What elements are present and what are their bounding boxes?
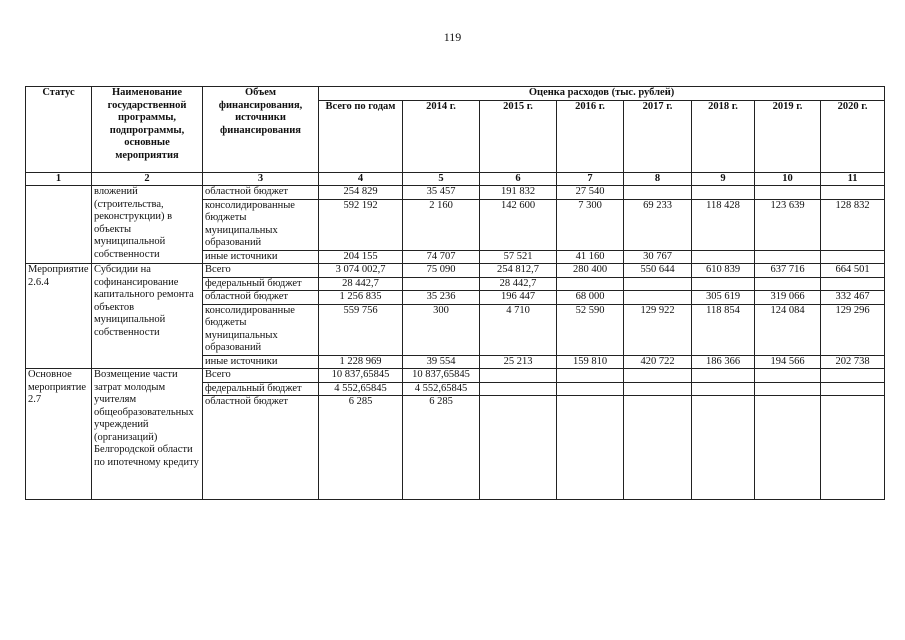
header-year: 2020 г. bbox=[821, 100, 885, 172]
value-cell: 186 366 bbox=[692, 355, 755, 369]
value-cell: 118 854 bbox=[692, 304, 755, 355]
value-cell bbox=[692, 382, 755, 396]
value-cell: 10 837,65845 bbox=[403, 369, 480, 383]
value-cell bbox=[821, 396, 885, 500]
value-cell: 559 756 bbox=[319, 304, 403, 355]
value-cell: 128 832 bbox=[821, 199, 885, 250]
value-cell: 4 552,65845 bbox=[319, 382, 403, 396]
column-number: 4 bbox=[319, 172, 403, 186]
value-cell: 142 600 bbox=[480, 199, 557, 250]
status-cell: Основное мероприятие 2.7 bbox=[26, 369, 92, 500]
value-cell bbox=[692, 369, 755, 383]
header-year: 2019 г. bbox=[755, 100, 821, 172]
value-cell bbox=[624, 291, 692, 305]
value-cell: 194 566 bbox=[755, 355, 821, 369]
program-name-cell: Возмещение части затрат молодым учителям общеобразовательных учреждений (организаций) Белгородской области по ипотечному кредиту bbox=[92, 369, 203, 500]
header-year: 2015 г. bbox=[480, 100, 557, 172]
source-cell: консолидированные бюджеты муниципальных образований bbox=[203, 199, 319, 250]
source-cell: консолидированные бюджеты муниципальных образований bbox=[203, 304, 319, 355]
budget-table bbox=[25, 86, 885, 500]
value-cell bbox=[624, 382, 692, 396]
header-year: 2014 г. bbox=[403, 100, 480, 172]
value-cell: 1 256 835 bbox=[319, 291, 403, 305]
value-cell: 28 442,7 bbox=[319, 277, 403, 291]
program-name-cell: вложений (строительства, реконструкции) в объекты муниципальной собственности bbox=[92, 186, 203, 264]
column-number: 2 bbox=[92, 172, 203, 186]
source-cell: Всего bbox=[203, 264, 319, 278]
value-cell: 550 644 bbox=[624, 264, 692, 278]
program-name-cell: Субсидии на софинансирование капитального ремонта объектов муниципальной собственности bbox=[92, 264, 203, 369]
table-row bbox=[26, 369, 885, 383]
column-number: 7 bbox=[557, 172, 624, 186]
source-cell: областной бюджет bbox=[203, 396, 319, 500]
column-number: 6 bbox=[480, 172, 557, 186]
value-cell: 129 296 bbox=[821, 304, 885, 355]
value-cell: 75 090 bbox=[403, 264, 480, 278]
value-cell: 6 285 bbox=[403, 396, 480, 500]
value-cell bbox=[557, 369, 624, 383]
value-cell bbox=[403, 277, 480, 291]
table-row bbox=[26, 186, 885, 200]
header-year: 2018 г. bbox=[692, 100, 755, 172]
value-cell: 592 192 bbox=[319, 199, 403, 250]
value-cell: 7 300 bbox=[557, 199, 624, 250]
value-cell bbox=[624, 369, 692, 383]
header-row-top bbox=[26, 87, 885, 101]
value-cell: 129 922 bbox=[624, 304, 692, 355]
value-cell bbox=[692, 277, 755, 291]
source-cell: иные источники bbox=[203, 250, 319, 264]
value-cell bbox=[821, 382, 885, 396]
page-number: 119 bbox=[443, 30, 462, 44]
header-status: Статус bbox=[26, 87, 92, 173]
value-cell: 196 447 bbox=[480, 291, 557, 305]
value-cell: 664 501 bbox=[821, 264, 885, 278]
value-cell: 30 767 bbox=[624, 250, 692, 264]
value-cell: 35 236 bbox=[403, 291, 480, 305]
status-cell: Мероприятие 2.6.4 bbox=[26, 264, 92, 369]
column-number: 1 bbox=[26, 172, 92, 186]
column-number: 9 bbox=[692, 172, 755, 186]
column-number: 3 bbox=[203, 172, 319, 186]
value-cell bbox=[557, 382, 624, 396]
value-cell: 4 552,65845 bbox=[403, 382, 480, 396]
column-number: 11 bbox=[821, 172, 885, 186]
source-cell: федеральный бюджет bbox=[203, 382, 319, 396]
value-cell bbox=[821, 250, 885, 264]
value-cell bbox=[624, 396, 692, 500]
value-cell: 254 812,7 bbox=[480, 264, 557, 278]
value-cell: 300 bbox=[403, 304, 480, 355]
value-cell: 159 810 bbox=[557, 355, 624, 369]
header-name: Наименование государственной программы, подпрограммы, основные мероприятия bbox=[92, 87, 203, 173]
source-cell: Всего bbox=[203, 369, 319, 383]
header-year: 2016 г. bbox=[557, 100, 624, 172]
column-number: 5 bbox=[403, 172, 480, 186]
value-cell bbox=[480, 396, 557, 500]
value-cell bbox=[624, 277, 692, 291]
value-cell: 191 832 bbox=[480, 186, 557, 200]
value-cell: 124 084 bbox=[755, 304, 821, 355]
source-cell: иные источники bbox=[203, 355, 319, 369]
value-cell: 202 738 bbox=[821, 355, 885, 369]
value-cell bbox=[821, 186, 885, 200]
value-cell: 420 722 bbox=[624, 355, 692, 369]
value-cell: 4 710 bbox=[480, 304, 557, 355]
source-cell: областной бюджет bbox=[203, 186, 319, 200]
value-cell bbox=[692, 250, 755, 264]
value-cell: 123 639 bbox=[755, 199, 821, 250]
value-cell: 332 467 bbox=[821, 291, 885, 305]
header-year: 2017 г. bbox=[624, 100, 692, 172]
value-cell: 10 837,65845 bbox=[319, 369, 403, 383]
value-cell bbox=[557, 277, 624, 291]
value-cell bbox=[755, 186, 821, 200]
value-cell: 254 829 bbox=[319, 186, 403, 200]
value-cell bbox=[480, 382, 557, 396]
value-cell bbox=[821, 277, 885, 291]
table-row bbox=[26, 264, 885, 278]
value-cell: 305 619 bbox=[692, 291, 755, 305]
value-cell: 28 442,7 bbox=[480, 277, 557, 291]
value-cell: 39 554 bbox=[403, 355, 480, 369]
value-cell: 74 707 bbox=[403, 250, 480, 264]
value-cell: 6 285 bbox=[319, 396, 403, 500]
header-estimate: Оценка расходов (тыс. рублей) bbox=[319, 87, 885, 101]
source-cell: областной бюджет bbox=[203, 291, 319, 305]
value-cell bbox=[692, 396, 755, 500]
value-cell bbox=[624, 186, 692, 200]
value-cell bbox=[755, 277, 821, 291]
value-cell: 52 590 bbox=[557, 304, 624, 355]
column-numbers-row bbox=[26, 172, 885, 186]
value-cell bbox=[821, 369, 885, 383]
status-cell bbox=[26, 186, 92, 264]
column-number: 8 bbox=[624, 172, 692, 186]
value-cell: 637 716 bbox=[755, 264, 821, 278]
value-cell bbox=[480, 369, 557, 383]
value-cell: 69 233 bbox=[624, 199, 692, 250]
value-cell bbox=[755, 369, 821, 383]
value-cell: 25 213 bbox=[480, 355, 557, 369]
value-cell: 2 160 bbox=[403, 199, 480, 250]
value-cell: 35 457 bbox=[403, 186, 480, 200]
value-cell: 280 400 bbox=[557, 264, 624, 278]
value-cell: 68 000 bbox=[557, 291, 624, 305]
value-cell: 41 160 bbox=[557, 250, 624, 264]
value-cell: 27 540 bbox=[557, 186, 624, 200]
value-cell bbox=[755, 382, 821, 396]
value-cell: 57 521 bbox=[480, 250, 557, 264]
value-cell bbox=[692, 186, 755, 200]
value-cell: 319 066 bbox=[755, 291, 821, 305]
value-cell: 3 074 002,7 bbox=[319, 264, 403, 278]
value-cell bbox=[557, 396, 624, 500]
column-number: 10 bbox=[755, 172, 821, 186]
value-cell bbox=[755, 396, 821, 500]
value-cell: 118 428 bbox=[692, 199, 755, 250]
value-cell: 204 155 bbox=[319, 250, 403, 264]
value-cell: 1 228 969 bbox=[319, 355, 403, 369]
header-total: Всего по годам bbox=[319, 100, 403, 172]
header-volume: Объем финансирования, источники финансирования bbox=[203, 87, 319, 173]
value-cell: 610 839 bbox=[692, 264, 755, 278]
value-cell bbox=[755, 250, 821, 264]
source-cell: федеральный бюджет bbox=[203, 277, 319, 291]
